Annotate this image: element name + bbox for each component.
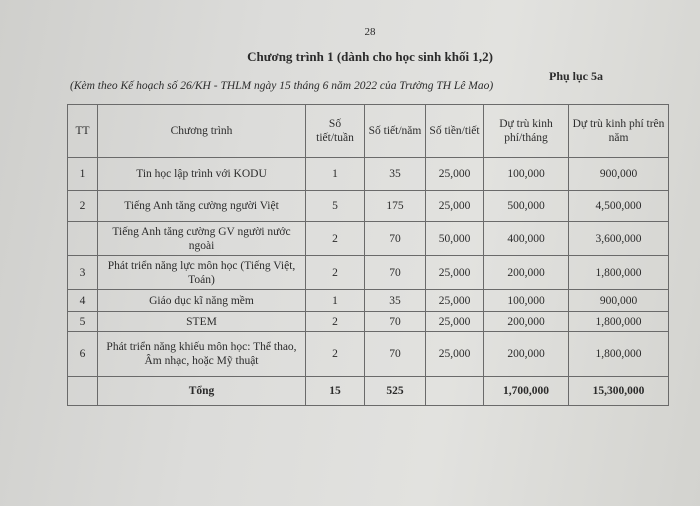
table-cell: 200,000	[484, 312, 569, 332]
table-header-row	[68, 105, 669, 158]
table-cell: 25,000	[426, 256, 484, 290]
table-cell: 1	[68, 158, 98, 191]
table-cell: Tin học lập trình với KODU	[98, 158, 306, 191]
table-cell: Tiếng Anh tăng cường người Việt	[98, 191, 306, 222]
table-cell: 3,600,000	[569, 222, 669, 256]
column-header: Dự trù kinh phí trên năm	[569, 105, 669, 158]
table-cell: 1	[306, 290, 365, 312]
table-cell: 175	[365, 191, 426, 222]
total-row	[68, 377, 669, 406]
table-cell: 2	[68, 191, 98, 222]
table-row	[68, 312, 669, 332]
column-header: Số tiền/tiết	[426, 105, 484, 158]
column-header: Số tiết/năm	[365, 105, 426, 158]
table-cell: 70	[365, 312, 426, 332]
total-cell	[68, 377, 98, 406]
table-cell: 25,000	[426, 332, 484, 377]
table-row	[68, 222, 669, 256]
table-cell: 1,800,000	[569, 312, 669, 332]
table-cell: 50,000	[426, 222, 484, 256]
table-row	[68, 191, 669, 222]
table-cell: 4	[68, 290, 98, 312]
table-cell: 70	[365, 222, 426, 256]
table-cell: 1,800,000	[569, 256, 669, 290]
table-cell: Phát triển năng lực môn học (Tiếng Việt, Toán)	[98, 256, 306, 290]
table-cell: Giáo dục kĩ năng mềm	[98, 290, 306, 312]
table-cell: 2	[306, 256, 365, 290]
table-cell: 1,800,000	[569, 332, 669, 377]
table-cell: 4,500,000	[569, 191, 669, 222]
table-cell: 6	[68, 332, 98, 377]
table-cell: 70	[365, 332, 426, 377]
column-header: Dự trù kinh phí/tháng	[484, 105, 569, 158]
page-number: 28	[364, 26, 376, 38]
table-cell: 25,000	[426, 191, 484, 222]
table-cell: 200,000	[484, 256, 569, 290]
table-cell: 25,000	[426, 290, 484, 312]
table-cell: 70	[365, 256, 426, 290]
column-header: Chương trình	[98, 105, 306, 158]
table-cell: 2	[306, 222, 365, 256]
table-cell: 25,000	[426, 158, 484, 191]
total-cell: 15	[306, 377, 365, 406]
table-cell	[68, 222, 98, 256]
table-cell: 35	[365, 158, 426, 191]
table-cell: STEM	[98, 312, 306, 332]
total-cell: 525	[365, 377, 426, 406]
column-header: TT	[68, 105, 98, 158]
table-cell: 3	[68, 256, 98, 290]
table-cell: 900,000	[569, 290, 669, 312]
budget-table	[67, 104, 669, 406]
table-cell: 35	[365, 290, 426, 312]
table-cell: 2	[306, 312, 365, 332]
table-cell: 100,000	[484, 290, 569, 312]
table-row	[68, 332, 669, 377]
table-cell: 1	[306, 158, 365, 191]
table-row	[68, 290, 669, 312]
table-cell: 2	[306, 332, 365, 377]
table-row	[68, 158, 669, 191]
document-title: Chương trình 1 (dành cho học sinh khối 1,2)	[247, 49, 493, 64]
table-cell: 5	[68, 312, 98, 332]
total-cell: 1,700,000	[484, 377, 569, 406]
table-cell: 900,000	[569, 158, 669, 191]
table-cell: 200,000	[484, 332, 569, 377]
table-cell: Phát triển năng khiếu môn học: Thể thao, Âm nhạc, hoặc Mỹ thuật	[98, 332, 306, 377]
table-cell: 5	[306, 191, 365, 222]
table-cell: 25,000	[426, 312, 484, 332]
column-header: Số tiết/tuần	[306, 105, 365, 158]
table-cell: 500,000	[484, 191, 569, 222]
table-cell: 400,000	[484, 222, 569, 256]
total-cell: 15,300,000	[569, 377, 669, 406]
table-cell: 100,000	[484, 158, 569, 191]
total-cell: Tổng	[98, 377, 306, 406]
total-cell	[426, 377, 484, 406]
table-row	[68, 256, 669, 290]
table-cell: Tiếng Anh tăng cường GV người nước ngoài	[98, 222, 306, 256]
document-subtitle: (Kèm theo Kế hoạch số 26/KH - THLM ngày 15 tháng 6 năm 2022 của Trường TH Lê Mao)	[70, 80, 494, 92]
appendix-label: Phụ lục 5a	[549, 69, 604, 83]
